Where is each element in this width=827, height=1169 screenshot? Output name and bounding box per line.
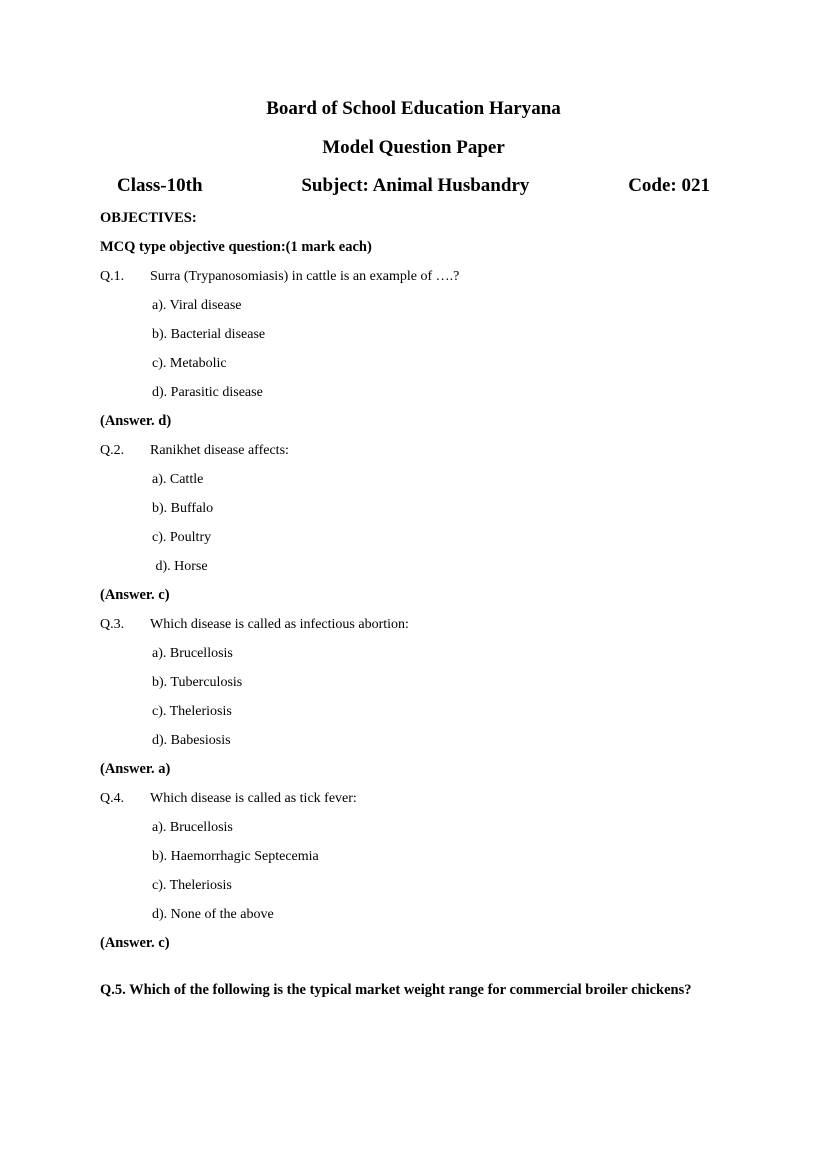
question-line bbox=[100, 436, 727, 465]
option-b: b). Haemorrhagic Septecemia bbox=[152, 849, 319, 864]
question-block bbox=[100, 784, 727, 958]
answer-line: (Answer. c) bbox=[100, 935, 170, 951]
question-text: Which disease is called as infectious abortion: bbox=[150, 617, 409, 632]
class-label: Class-10th bbox=[117, 175, 203, 196]
option-d: d). None of the above bbox=[152, 907, 274, 922]
option-a: a). Viral disease bbox=[152, 298, 242, 313]
option-b: b). Bacterial disease bbox=[152, 327, 266, 342]
question-text: Surra (Trypanosomiasis) in cattle is an example of ….? bbox=[150, 269, 460, 284]
code-label: Code: 021 bbox=[628, 175, 710, 196]
option-b: b). Tuberculosis bbox=[152, 675, 243, 690]
option-a: a). Brucellosis bbox=[152, 646, 233, 661]
option-d: d). Babesiosis bbox=[152, 733, 231, 748]
answer-line: (Answer. d) bbox=[100, 413, 172, 429]
question-text: Which disease is called as tick fever: bbox=[150, 791, 357, 806]
class-subject-code-row bbox=[100, 175, 727, 197]
option-c: c). Poultry bbox=[152, 530, 212, 545]
answer-line: (Answer. a) bbox=[100, 761, 171, 777]
option-a: a). Cattle bbox=[152, 472, 204, 487]
objectives-heading: OBJECTIVES: bbox=[100, 210, 197, 226]
question-number: Q.4. bbox=[100, 791, 125, 806]
question-number: Q.1. bbox=[100, 269, 125, 284]
option-a: a). Brucellosis bbox=[152, 820, 233, 835]
option-c: c). Metabolic bbox=[152, 356, 227, 371]
answer-line: (Answer. c) bbox=[100, 587, 170, 603]
document-body bbox=[100, 204, 727, 1001]
question-number: Q.3. bbox=[100, 617, 125, 632]
question-block bbox=[100, 262, 727, 436]
option-c: c). Theleriosis bbox=[152, 704, 232, 719]
mcq-heading: MCQ type objective question:(1 mark each) bbox=[100, 239, 372, 255]
document-subtitle: Model Question Paper bbox=[322, 137, 505, 158]
question-line bbox=[100, 610, 727, 639]
question-text: Ranikhet disease affects: bbox=[150, 443, 289, 458]
option-d: d). Parasitic disease bbox=[152, 385, 263, 400]
question-block bbox=[100, 610, 727, 784]
question-block bbox=[100, 436, 727, 610]
option-b: b). Buffalo bbox=[152, 501, 214, 516]
question-line bbox=[100, 784, 727, 813]
option-c: c). Theleriosis bbox=[152, 878, 232, 893]
document-title: Board of School Education Haryana bbox=[266, 98, 561, 119]
option-d: d). Horse bbox=[152, 559, 208, 574]
question-number: Q.2. bbox=[100, 443, 125, 458]
question-5-text: Q.5. Which of the following is the typical market weight range for commercial broiler chickens? bbox=[100, 982, 692, 998]
subject-label: Subject: Animal Husbandry bbox=[301, 175, 530, 196]
question-line bbox=[100, 262, 727, 291]
